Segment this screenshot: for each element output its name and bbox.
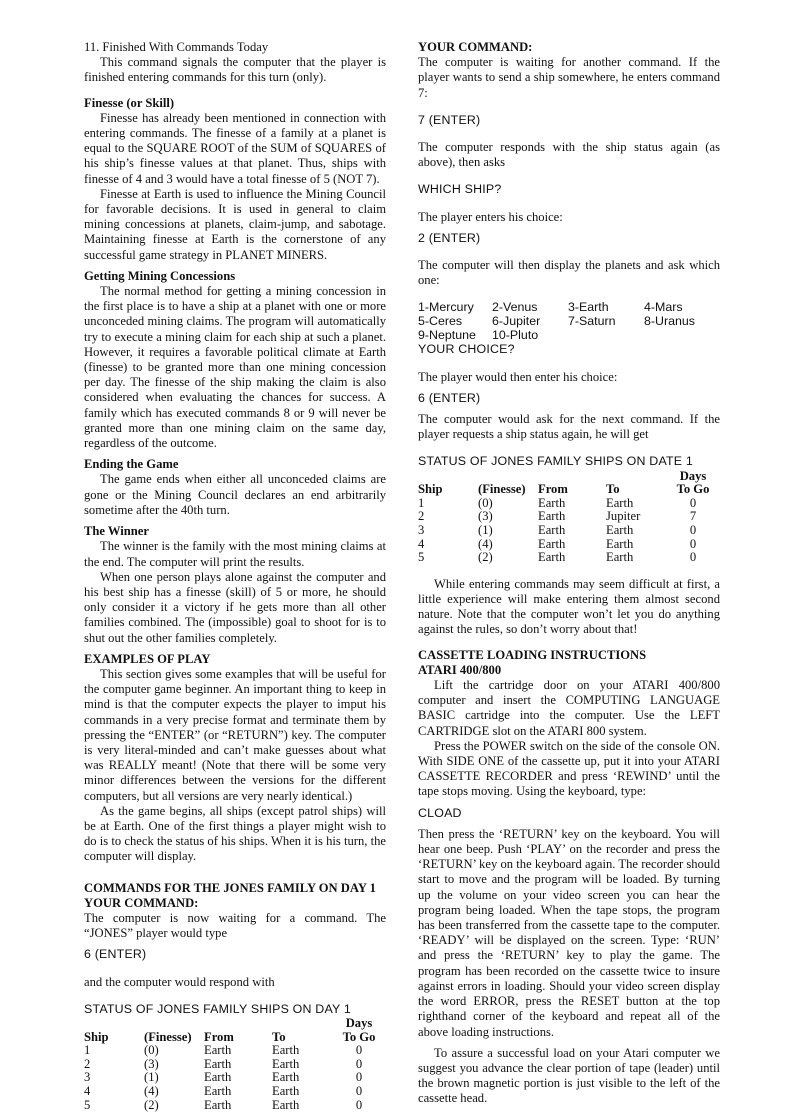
commands-heading: COMMANDS FOR THE JONES FAMILY ON DAY 1	[84, 880, 376, 895]
ending-paragraph: The game ends when either all unconceded claims are gone or the Mining Council declares an end arbitrarily sometime after the 40th turn.	[84, 472, 386, 517]
table-row	[418, 497, 720, 511]
cassette-paragraph-1: Lift the cartridge door on your ATARI 400/800 computer and insert the COMPUTING LANGUAGE BASIC cartridge into the computer. Use the LEFT CARTRIDGE slot on the ATARI 800 system.	[418, 678, 720, 738]
cell-finesse: (3)	[144, 1056, 159, 1071]
your-choice-prompt: YOUR CHOICE?	[418, 342, 515, 357]
planet-item: 2-Venus	[492, 300, 538, 315]
cell-ship: 1	[418, 495, 425, 510]
cell-finesse: (0)	[478, 495, 493, 510]
cell-days: 0	[689, 550, 697, 565]
examples-paragraph-2: As the game begins, all ships (except patrol ships) will be at Earth. One of the first things a player might wish to do is to check the status of his ships. When it is his turn, the computer will display.	[84, 803, 386, 864]
cell-ship: 4	[84, 1083, 91, 1098]
cell-days: 7	[689, 509, 697, 524]
input-6-right: 6 (ENTER)	[418, 390, 481, 405]
days-header: Days	[345, 1015, 373, 1030]
to-header: To	[606, 482, 620, 497]
your-command-heading-right: YOUR COMMAND:	[418, 40, 533, 54]
cell-finesse: (1)	[478, 523, 493, 538]
atari-heading: ATARI 400/800	[418, 662, 502, 677]
table-row	[418, 538, 720, 552]
left-column	[84, 40, 386, 1112]
cell-to: Earth	[606, 536, 634, 551]
table-row	[84, 1099, 386, 1112]
cell-from: Earth	[204, 1043, 232, 1058]
input-6-left: 6 (ENTER)	[84, 947, 147, 962]
cell-to: Earth	[606, 550, 634, 565]
cell-to: Earth	[272, 1083, 300, 1098]
cell-ship: 2	[84, 1056, 91, 1071]
cell-to: Earth	[272, 1070, 300, 1085]
cassette-paragraph-2: Press the POWER switch on the side of the console ON. With SIDE ONE of the cassette up, put it into your ATARI CASSETTE RECORDER and press ‘REWIND’ until the tape stops moving. Using the keyboard, type:	[418, 738, 720, 799]
cell-to: Earth	[272, 1043, 300, 1058]
cell-from: Earth	[538, 495, 566, 510]
entering-commands-paragraph: While entering commands may seem difficult at first, a little experience will make entering them almost second nature. Note that the computer won’t let you do anything against the rules, so don’t worry about that!	[418, 576, 720, 637]
cell-finesse: (0)	[144, 1043, 159, 1058]
cell-ship: 5	[418, 550, 425, 565]
status-title-date1: STATUS OF JONES FAMILY SHIPS ON DATE 1	[418, 454, 693, 469]
status-title-day1: STATUS OF JONES FAMILY SHIPS ON DAY 1	[84, 1001, 351, 1016]
enter-choice-text: The player would then enter his choice:	[418, 369, 618, 384]
from-header: From	[538, 482, 568, 497]
right-column	[418, 40, 720, 1107]
planet-list	[418, 300, 720, 342]
cell-ship: 3	[84, 1070, 91, 1085]
ship-header: Ship	[84, 1029, 109, 1044]
finesse-paragraph-2: Finesse at Earth is used to influence the Mining Council for favorable decisions. It is used in general to claim mining concessions at planets, claim-jump, and sabotage. Maintaining finesse at Earth is the cornerstone of any successful game strategy in PLANET MINERS.	[84, 186, 386, 262]
display-planets-text: The computer will then display the planets and ask which one:	[418, 258, 720, 288]
item11-heading: 11. Finished With Commands Today	[84, 40, 269, 54]
waiting-text-left: The computer is now waiting for a command. The “JONES” player would type	[84, 910, 386, 941]
cell-ship: 2	[418, 509, 425, 524]
which-ship-prompt: WHICH SHIP?	[418, 182, 502, 197]
cell-ship: 4	[418, 536, 425, 551]
planet-item: 6-Jupiter	[492, 314, 541, 329]
ending-heading: Ending the Game	[84, 457, 179, 472]
cell-days: 0	[355, 1043, 363, 1058]
cell-to: Earth	[272, 1097, 300, 1112]
cell-days: 0	[355, 1097, 363, 1112]
days-header: Days	[679, 468, 707, 483]
table-row	[84, 1085, 386, 1099]
table-row	[418, 510, 720, 524]
mining-paragraph: The normal method for getting a mining concession in the first place is to have a ship at a planet with one or more unconceded mining claims. The program will automatically try to execute a mining claim for each ship at such a planet. However, it requires a favorable political climate at Earth (finesse) to be granted more than one mining concession per day. The finesse of the ship making the claim is also considered when evaluating the chances for success. A family which has executed commands 8 or 9 will never be granted more than one mining claim on the same day, regardless of the outcome.	[84, 284, 386, 451]
to-go-header: To Go	[342, 1029, 376, 1044]
cload-command: CLOAD	[418, 805, 462, 820]
respond-text: and the computer would respond with	[84, 974, 275, 989]
from-header: From	[204, 1029, 234, 1044]
cell-from: Earth	[538, 523, 566, 538]
cell-from: Earth	[204, 1083, 232, 1098]
cell-from: Earth	[204, 1056, 232, 1071]
planet-item: 5-Ceres	[418, 314, 463, 329]
cell-from: Earth	[538, 509, 566, 524]
cell-finesse: (3)	[478, 509, 493, 524]
cell-from: Earth	[538, 536, 566, 551]
table-row	[84, 1044, 386, 1058]
cell-ship: 3	[418, 523, 425, 538]
status-table-date1	[418, 470, 720, 565]
status-table-day1	[84, 1017, 386, 1112]
cassette-heading: CASSETTE LOADING INSTRUCTIONS	[418, 647, 647, 662]
table-row	[418, 551, 720, 565]
finesse-paragraph-1: Finesse has already been mentioned in connection with entering commands. The finesse of a family at a planet is equal to the SQUARE ROOT of the SUM of SQUARES of his ship’s finesse values at that planet. Thus, ships with finesse of 4 and 3 would have a total finesse of 5 (NOT 7).	[84, 110, 386, 186]
cell-finesse: (4)	[144, 1083, 159, 1098]
input-7: 7 (ENTER)	[418, 112, 481, 127]
planet-item: 1-Mercury	[418, 300, 474, 315]
cell-finesse: (4)	[478, 536, 493, 551]
mining-heading: Getting Mining Concessions	[84, 268, 236, 283]
planet-item: 4-Mars	[644, 300, 683, 315]
planet-item: 10-Pluto	[492, 328, 539, 343]
finesse-header: (Finesse)	[478, 482, 526, 497]
waiting-text-right: The computer is waiting for another command. If the player wants to send a ship somewhere, he enters command 7:	[418, 55, 720, 100]
cell-ship: 1	[84, 1043, 91, 1058]
cell-finesse: (1)	[144, 1070, 159, 1085]
cell-to: Jupiter	[606, 509, 641, 524]
finesse-header: (Finesse)	[144, 1029, 192, 1044]
winner-heading: The Winner	[84, 524, 149, 539]
cell-days: 0	[355, 1070, 363, 1085]
planet-item: 9-Neptune	[418, 328, 476, 343]
winner-paragraph-1: The winner is the family with the most mining claims at the end. The computer will print the results.	[84, 539, 386, 569]
cell-ship: 5	[84, 1097, 91, 1112]
cassette-paragraph-3: Then press the ‘RETURN’ key on the keyboard. You will hear one beep. Push ‘PLAY’ on the recorder and press the ‘RETURN’ key on the keyboard again. The recorder should start to move and the program will be loaded. By turning up the volume on your video screen you can hear the program being loaded. When the tape stops, the program has been transferred from the cassette tape to the computer. ‘READY’ will be displayed on the screen. Type: ‘RUN’ and press the ‘RETURN’ key to play the game. The program has been recorded on the cassette twice to insure against errors in loading. Should your video screen display the word ERROR, press the RESET button at the top righthand corner of the keyboard and repeat all of the above loading instructions.	[418, 826, 720, 1039]
cell-from: Earth	[204, 1097, 232, 1112]
enters-choice-text: The player enters his choice:	[418, 209, 563, 224]
cell-finesse: (2)	[144, 1097, 159, 1112]
cell-to: Earth	[272, 1056, 300, 1071]
examples-paragraph-1: This section gives some examples that will be useful for the computer game beginner. An important thing to keep in mind is that the computer expects the player to imput his commands in a very precise format and terminate them by pressing the “ENTER” (or “RETURN”) key. The computer is very literal-minded and can’t make guesses about what was REALLY meant! (Note that there will be some very minor differences between the versions for the different computers, but all versions are very nearly identical.)	[84, 666, 386, 803]
examples-heading: EXAMPLES OF PLAY	[84, 651, 211, 666]
planet-item: 3-Earth	[568, 300, 609, 315]
your-command-heading-left: YOUR COMMAND:	[84, 895, 199, 910]
cell-to: Earth	[606, 495, 634, 510]
item11-text: This command signals the computer that the player is finished entering commands for this turn (only).	[84, 55, 386, 85]
responds-text: The computer responds with the ship status again (as above), then asks	[418, 140, 720, 170]
table-row	[418, 524, 720, 538]
finesse-heading: Finesse (or Skill)	[84, 95, 175, 110]
planet-item: 8-Uranus	[644, 314, 695, 329]
cell-days: 0	[689, 536, 697, 551]
cell-days: 0	[355, 1083, 363, 1098]
next-command-text: The computer would ask for the next command. If the player requests a ship status again, he will get	[418, 412, 720, 442]
ship-header: Ship	[418, 482, 443, 497]
cell-from: Earth	[204, 1070, 232, 1085]
cell-days: 0	[689, 495, 697, 510]
cell-days: 0	[689, 523, 697, 538]
planet-item: 7-Saturn	[568, 314, 616, 329]
cassette-paragraph-4: To assure a successful load on your Atari computer we suggest you advance the clear portion of tape (leader) until the brown magnetic portion is just visible to the left of the cassette head.	[418, 1045, 720, 1106]
to-header: To	[272, 1029, 286, 1044]
input-2: 2 (ENTER)	[418, 230, 481, 245]
table-row	[84, 1071, 386, 1085]
cell-from: Earth	[538, 550, 566, 565]
cell-finesse: (2)	[478, 550, 493, 565]
cell-days: 0	[355, 1056, 363, 1071]
to-go-header: To Go	[676, 482, 710, 497]
table-row	[84, 1058, 386, 1072]
cell-to: Earth	[606, 523, 634, 538]
winner-paragraph-2: When one person plays alone against the computer and his best ship has a finesse (skill) of 5 or more, he should only consider it a victory if he gets more than all other families combined. The (impossible) goal to shoot for is to shut out the other families completely.	[84, 569, 386, 645]
